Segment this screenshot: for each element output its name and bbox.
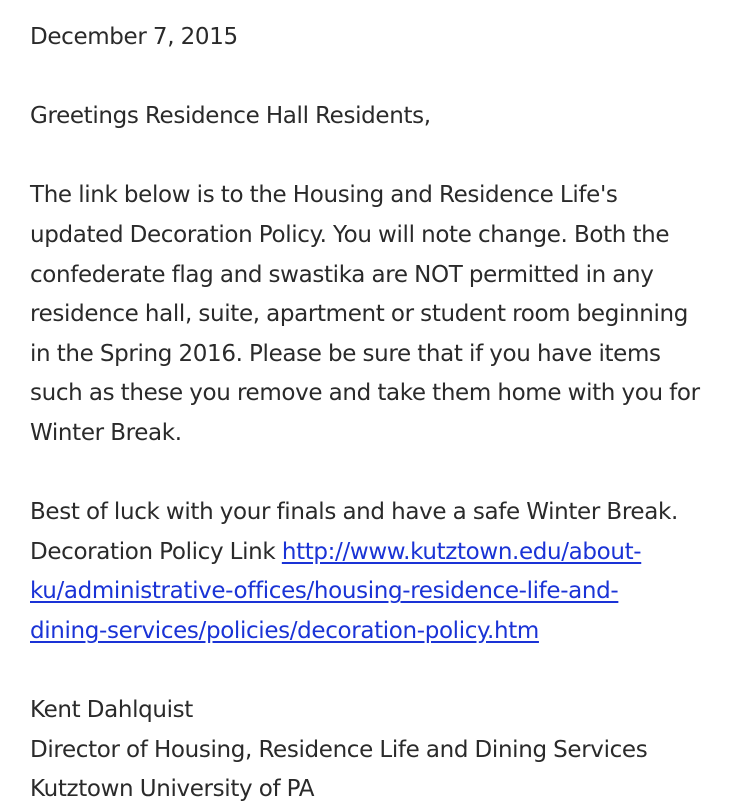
body-line: The link below is to the Housing and Residence Life's: [30, 182, 618, 209]
policy-link-block: [30, 533, 730, 652]
policy-url-link[interactable]: ku/administrative-offices/housing-residence-life-and-: [30, 578, 619, 605]
body-line: confederate flag and swastika are NOT permitted in any: [30, 261, 654, 288]
body-line: in the Spring 2016. Please be sure that if you have items: [30, 340, 661, 367]
spacer: [30, 454, 730, 494]
policy-link-row: [30, 533, 730, 573]
body-line: such as these you remove and take them home with you for: [30, 380, 700, 407]
body-line: updated Decoration Policy. You will note change. Both the: [30, 221, 670, 248]
signature-title: Director of Housing, Residence Life and Dining Services: [30, 736, 648, 763]
signature-block: [30, 691, 730, 810]
policy-link-row: [30, 612, 730, 652]
policy-url-link[interactable]: http://www.kutztown.edu/about-: [281, 538, 642, 565]
spacer: [30, 58, 730, 98]
email-body: [30, 18, 730, 810]
signature-name: Kent Dahlquist: [30, 697, 193, 724]
signature-organization: Kutztown University of PA: [30, 776, 315, 803]
body-line: residence hall, suite, apartment or student room beginning: [30, 301, 688, 328]
policy-url-link[interactable]: dining-services/policies/decoration-policy.htm: [30, 617, 539, 644]
spacer: [30, 137, 730, 177]
greeting: Greetings Residence Hall Residents,: [30, 103, 431, 130]
closing-line: Best of luck with your finals and have a safe Winter Break.: [30, 499, 678, 526]
spacer: [30, 652, 730, 692]
email-date: December 7, 2015: [30, 24, 238, 50]
policy-link-row: [30, 572, 730, 612]
body-paragraph: [30, 176, 730, 453]
policy-link-label: Decoration Policy Link: [30, 538, 282, 565]
body-line: Winter Break.: [30, 419, 182, 446]
